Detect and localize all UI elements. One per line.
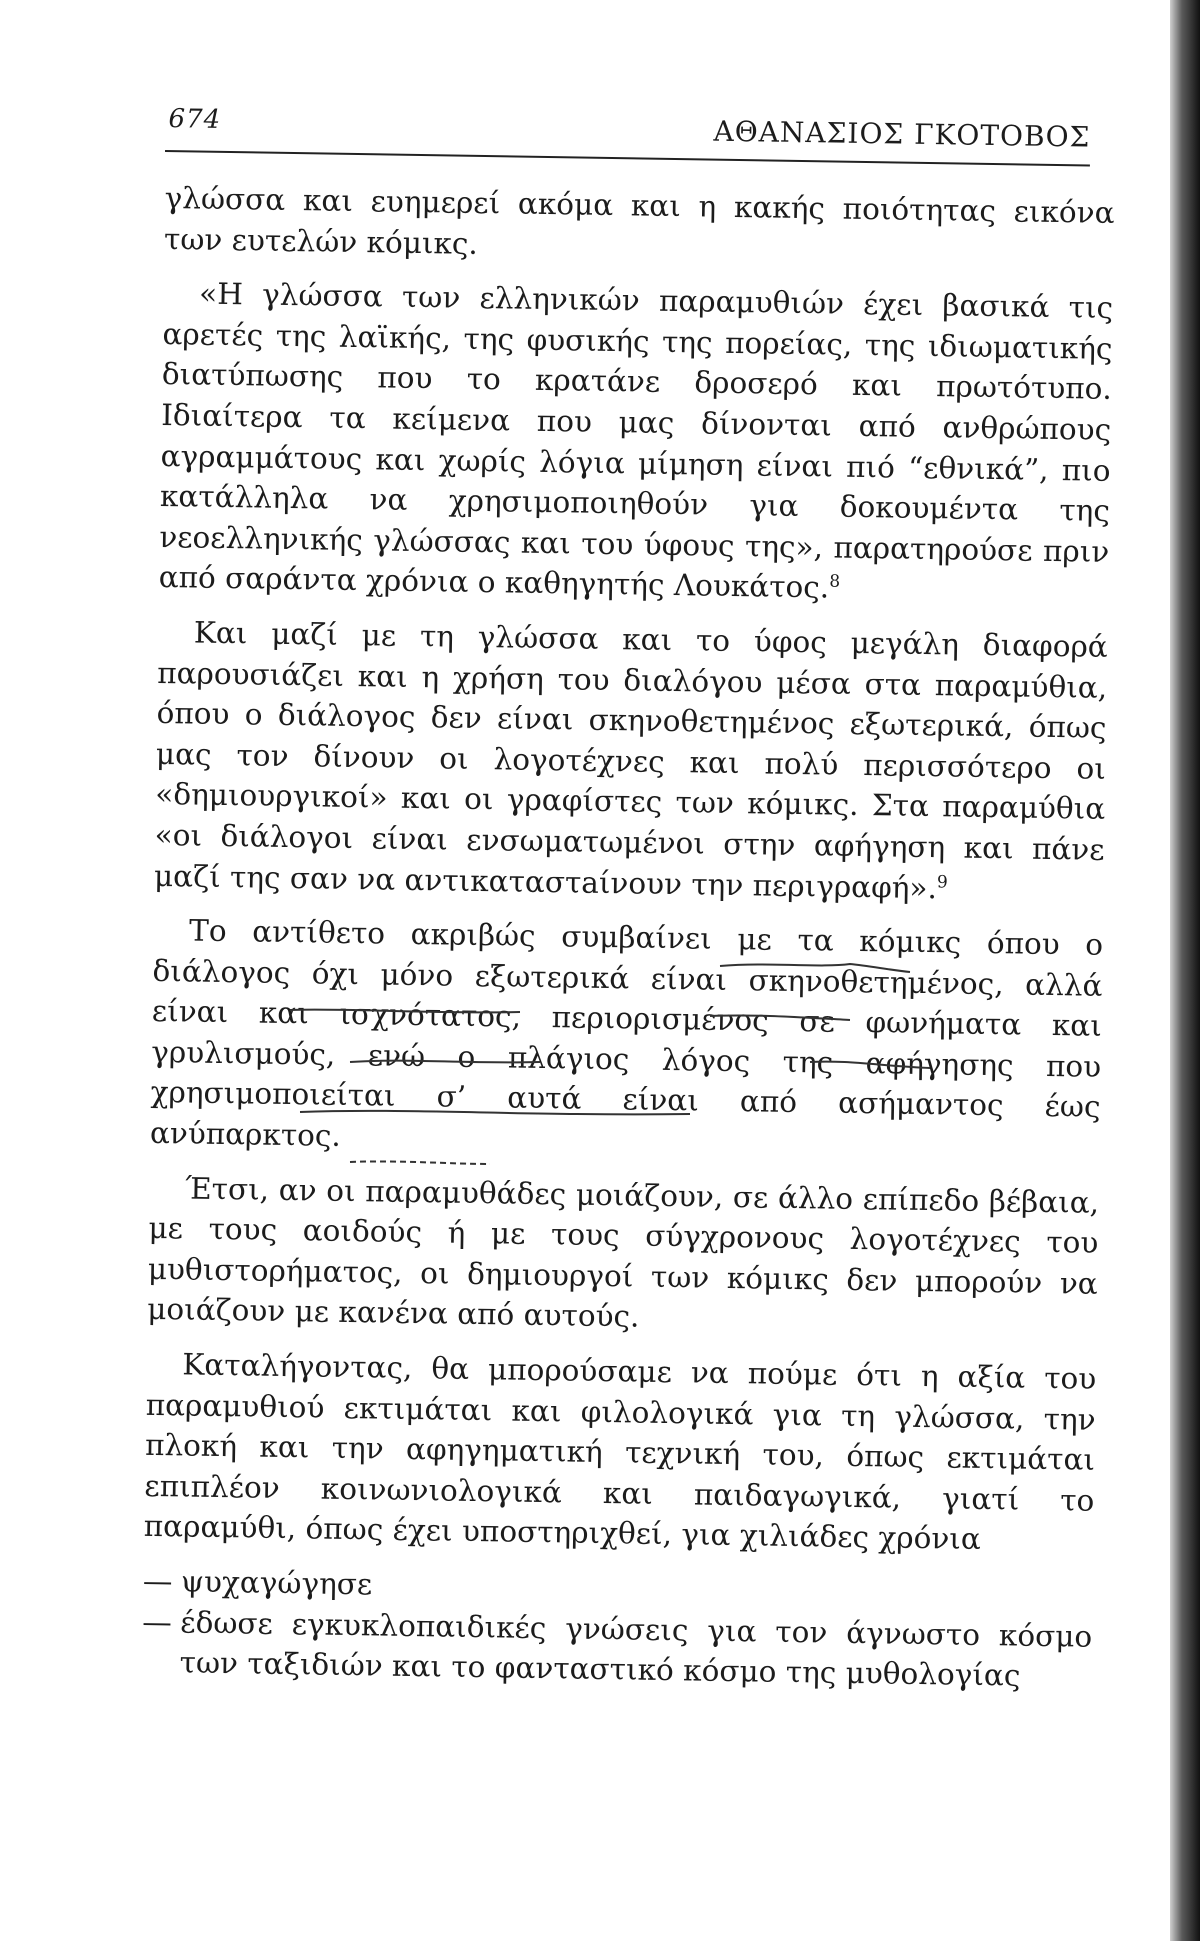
book-page — [143, 92, 1115, 1693]
book-spine-shadow — [1170, 0, 1200, 1941]
paragraph-6 — [143, 1344, 1096, 1562]
list-item: — έδωσε εγκυκλοπαιδικές γνώσεις για τον άγνωστο κόσμο των ταξιδιών και το φανταστικό κόσμο της μυθολογίας — [141, 1601, 1092, 1697]
paragraph-text: Καταλήγοντας, θα μπορούσαμε να πούμε ότι η αξία του παραμυθιού εκτιμάται και φιλολογικά για τη γλώσσα, την πλοκή και την αφηγηματική τεχνική του, όπως εκτιμάται επιπλέον κοινωνιολογικά και παιδαγωγικά, γιατί το παραμύθι, όπως έχει υποστηριχθεί, για χιλιάδες χρόνια — [143, 1347, 1097, 1557]
paragraph-text: Και μαζί με τη γλώσσα και το ύφος μεγάλη διαφορά παρουσιάζει και η χρήση του διαλόγου μέσα στα παραμύθια, όπου ο διάλογος δεν είναι σκηνοθετημένος εξωτερικά, όπως μας τον δίνουν οι λογοτέχνες και πολύ περισσότερο οι «δημιουργικοί» και οι γραφίστες των κόμικς. Στα παραμύθια «οι διάλογοι είναι ενσωματωμένοι στην αφήγηση και πάνε μαζί της σαν να αντικαταστaίνουν την περιγραφή». — [153, 615, 1109, 905]
footnote-ref-9[interactable]: 9 — [936, 871, 948, 893]
footnote-ref-8[interactable]: 8 — [829, 572, 841, 593]
running-title: ΑΘΑΝΑΣΙΟΣ ΓΚΟΤΟΒΟΣ — [713, 114, 1091, 154]
list-item: — ψυχαγώγησε — [143, 1561, 1094, 1617]
dash-list — [141, 1561, 1093, 1698]
paragraph-4 — [150, 910, 1104, 1168]
body-text — [141, 178, 1115, 1698]
paragraph-2 — [158, 273, 1113, 613]
running-header — [165, 92, 1091, 167]
page-number: 674 — [168, 104, 222, 135]
paragraph-1 — [164, 178, 1115, 274]
paragraph-text: «Η γλώσσα των ελληνικών παραμυθιών έχει βασικά τις αρετές της λαϊκής, της φυσικής της πορείας, της ιδιωματικής διατύπωσης που το κρατάνε δροσερό και πρωτότυπο. Ιδιαίτερα τα κείμενα που μας δίνονται από ανθρώπους αγραμμάτους και χωρίς λόγια μίμηση είναι πιό “εθνικά”, πιο κατάλληλα να χρησιμοποιηθούν για δοκουμέντα της νεοελληνικής γλώσσας και του ύφους της», παρατηρούσε πριν από σαράντα χρόνια ο καθηγητής Λουκάτος. — [158, 276, 1114, 605]
paragraph-3 — [154, 612, 1108, 911]
paragraph-text: Έτσι, αν οι παραμυθάδες μοιάζουν, σε άλλο επίπεδο βέβαια, με τους αοιδούς ή με τους σύγχρονους λογοτέχνες του μυθιστορήματος, οι δημιουργοί των κόμικς δεν μπορούν να μοιάζουν με κανένα από αυτούς. — [146, 1171, 1100, 1335]
paragraph-5 — [147, 1168, 1099, 1345]
paragraph-text: γλώσσα και ευημερεί ακόμα και η κακής ποιότητας εικόνα των ευτελών κόμικς. — [163, 180, 1115, 261]
paragraph-text: Το αντίθετο ακριβώς συμβαίνει με τα κόμικς όπου ο διάλογος όχι μόνο εξωτερικά είναι σκηνοθετημένος, αλλά είναι και ισχνότατος, περιορισμένος σε φωνήματα και γρυλισμούς, ενώ ο πλάγιος λόγος της αφήγησης που χρησιμοποιείται σ’ αυτά είναι από ασήμαντος έως ανύπαρκτος. — [149, 913, 1104, 1153]
